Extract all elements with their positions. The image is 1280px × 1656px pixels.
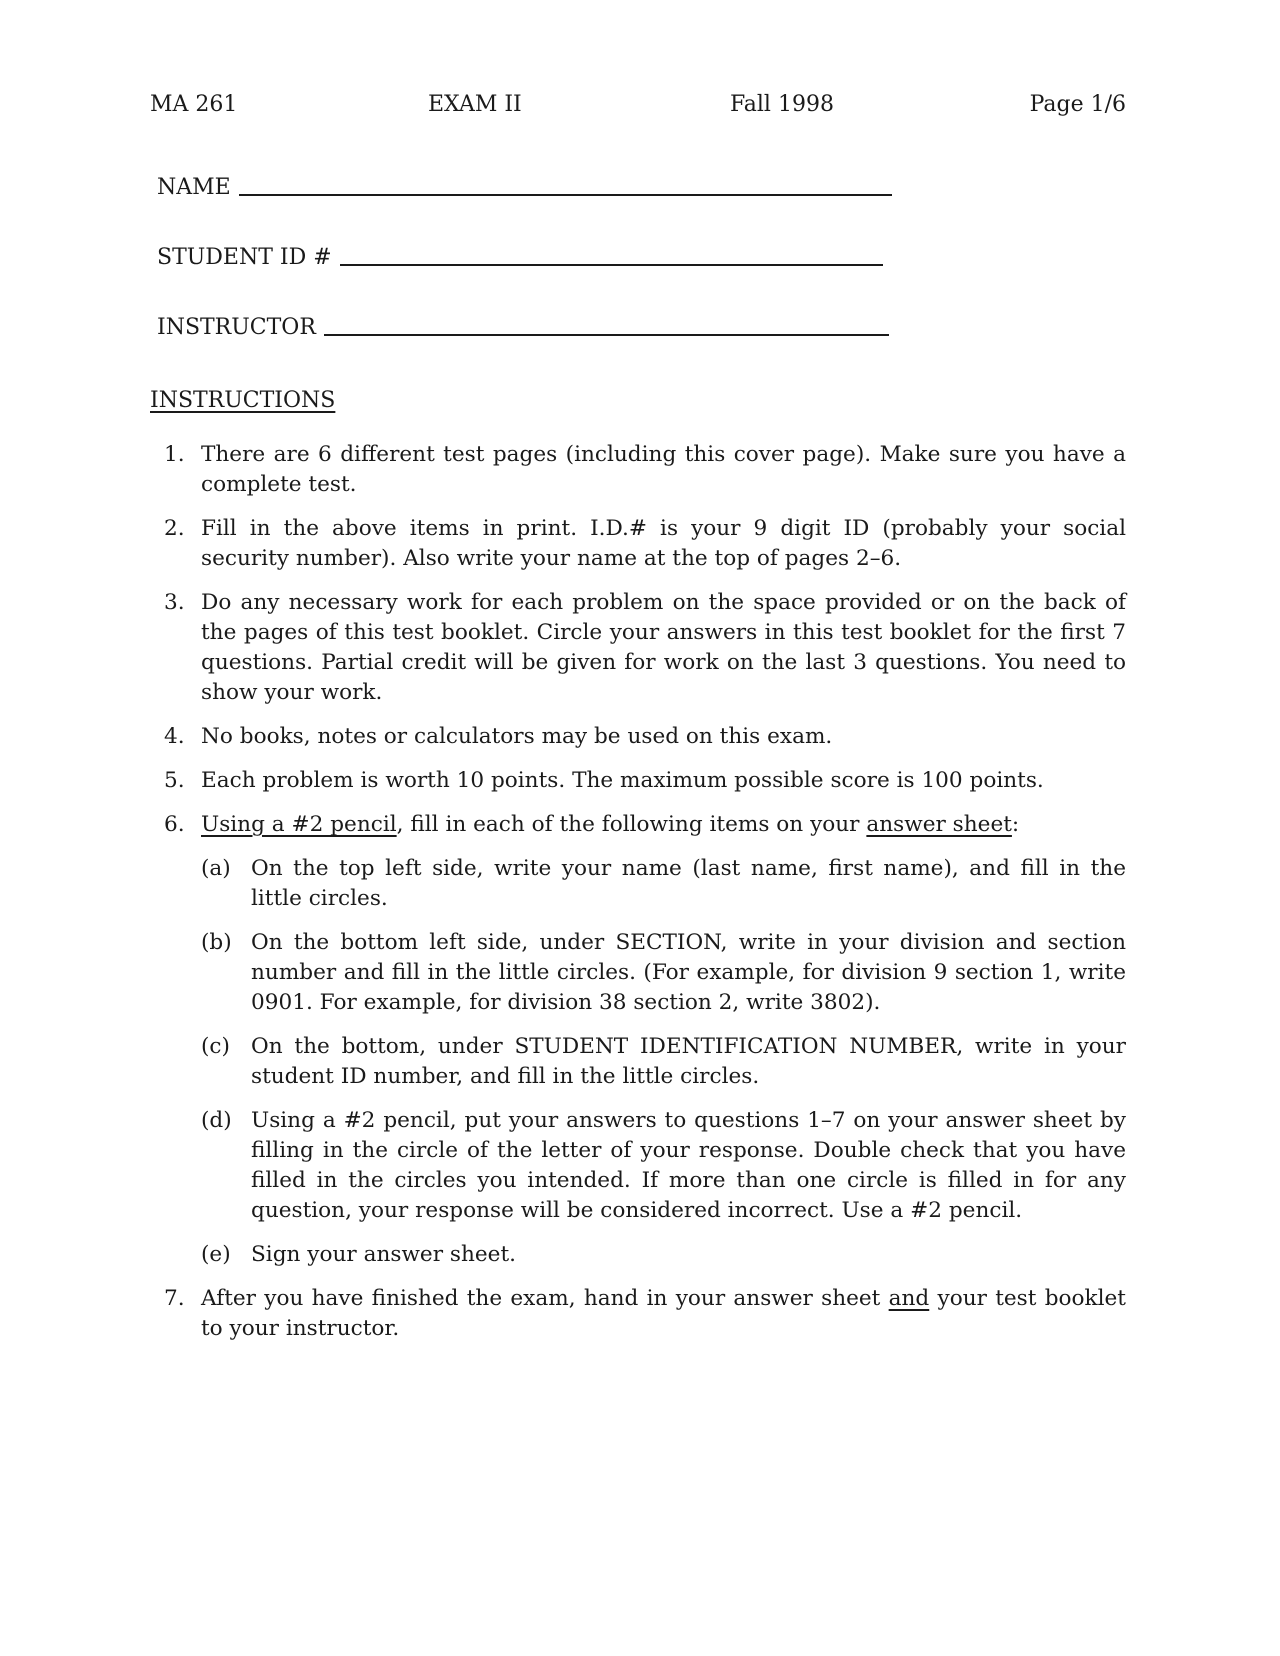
- page-number: Page 1/6: [1029, 92, 1126, 117]
- item-number: 3.: [164, 590, 185, 615]
- item-text: Fill in the above items in print. I.D.# is your 9 digit ID (probably your social security number). Also write your name at the top of pages 2–6.: [201, 516, 1126, 571]
- sub-item-d: [201, 1106, 1126, 1226]
- instruction-item-6: [164, 810, 1126, 1270]
- exam-term: Fall 1998: [730, 92, 834, 117]
- item-text-end: :: [1011, 812, 1020, 837]
- item-number: 1.: [164, 442, 185, 467]
- item-number: 6.: [164, 812, 185, 837]
- sub-item-c: [201, 1032, 1126, 1092]
- student-id-label: STUDENT ID #: [157, 245, 332, 270]
- instruction-item-2: [164, 514, 1126, 574]
- name-blank-line: [239, 194, 892, 196]
- sub-item-letter: (e): [201, 1242, 231, 1267]
- answer-sheet-underlined-text: answer sheet: [866, 812, 1012, 837]
- instructions-list: [164, 440, 1126, 1358]
- pencil-underlined-text: Using a #2 pencil: [201, 812, 397, 837]
- item-number: 7.: [164, 1286, 185, 1311]
- item-number: 4.: [164, 724, 185, 749]
- course-code: MA 261: [150, 92, 238, 117]
- name-label: NAME: [157, 175, 231, 200]
- sub-item-text: Using a #2 pencil, put your answers to questions 1–7 on your answer sheet by filling in the circle of the letter of your response. Double check that you have filled in the circles you intended. If more than one circle is filled in for any question, your response will be considered incorrect. Use a #2 pencil.: [251, 1108, 1126, 1223]
- student-id-field: [157, 240, 883, 270]
- item-text-end: your test booklet to your instructor.: [201, 1286, 1126, 1341]
- instruction-item-3: [164, 588, 1126, 708]
- exam-title: EXAM II: [428, 92, 522, 117]
- page-header: [150, 92, 1126, 124]
- item-text: Each problem is worth 10 points. The maximum possible score is 100 points.: [201, 768, 1044, 793]
- item-text: After you have finished the exam, hand in your answer sheet: [201, 1286, 889, 1311]
- sub-item-letter: (b): [201, 930, 232, 955]
- instruction-item-5: [164, 766, 1126, 796]
- sub-item-text: Sign your answer sheet.: [251, 1242, 516, 1267]
- item-text: , fill in each of the following items on your: [396, 812, 867, 837]
- sub-item-letter: (d): [201, 1108, 232, 1133]
- instructor-label: INSTRUCTOR: [157, 315, 316, 340]
- sub-item-e: [201, 1240, 1126, 1270]
- and-underlined-text: and: [888, 1286, 930, 1311]
- instructor-blank-line: [324, 334, 889, 336]
- sub-item-a: [201, 854, 1126, 914]
- item-number: 2.: [164, 516, 185, 541]
- instructor-field: [157, 310, 889, 340]
- instruction-item-1: [164, 440, 1126, 500]
- instruction-item-4: [164, 722, 1126, 752]
- sub-instructions-list: [201, 854, 1126, 1270]
- item-text: No books, notes or calculators may be used on this exam.: [201, 724, 833, 749]
- student-id-blank-line: [340, 264, 883, 266]
- name-field: [157, 170, 892, 200]
- instructions-heading: INSTRUCTIONS: [150, 388, 336, 413]
- sub-item-text: On the bottom, under STUDENT IDENTIFICATION NUMBER, write in your student ID number, and fill in the little circles.: [251, 1034, 1126, 1089]
- sub-item-letter: (c): [201, 1034, 230, 1059]
- sub-item-text: On the bottom left side, under SECTION, write in your division and section number and fill in the little circles. (For example, for division 9 section 1, write 0901. For example, for division 38 section 2, write 3802).: [251, 930, 1126, 1015]
- item-text: Do any necessary work for each problem on the space provided or on the back of the pages of this test booklet. Circle your answers in this test booklet for the first 7 questions. Partial credit will be given for work on the last 3 questions. You need to show your work.: [201, 590, 1126, 705]
- sub-item-text: On the top left side, write your name (last name, first name), and fill in the little circles.: [251, 856, 1126, 911]
- instruction-item-7: [164, 1284, 1126, 1344]
- sub-item-letter: (a): [201, 856, 231, 881]
- item-number: 5.: [164, 768, 185, 793]
- sub-item-b: [201, 928, 1126, 1018]
- item-text: There are 6 different test pages (including this cover page). Make sure you have a complete test.: [201, 442, 1126, 497]
